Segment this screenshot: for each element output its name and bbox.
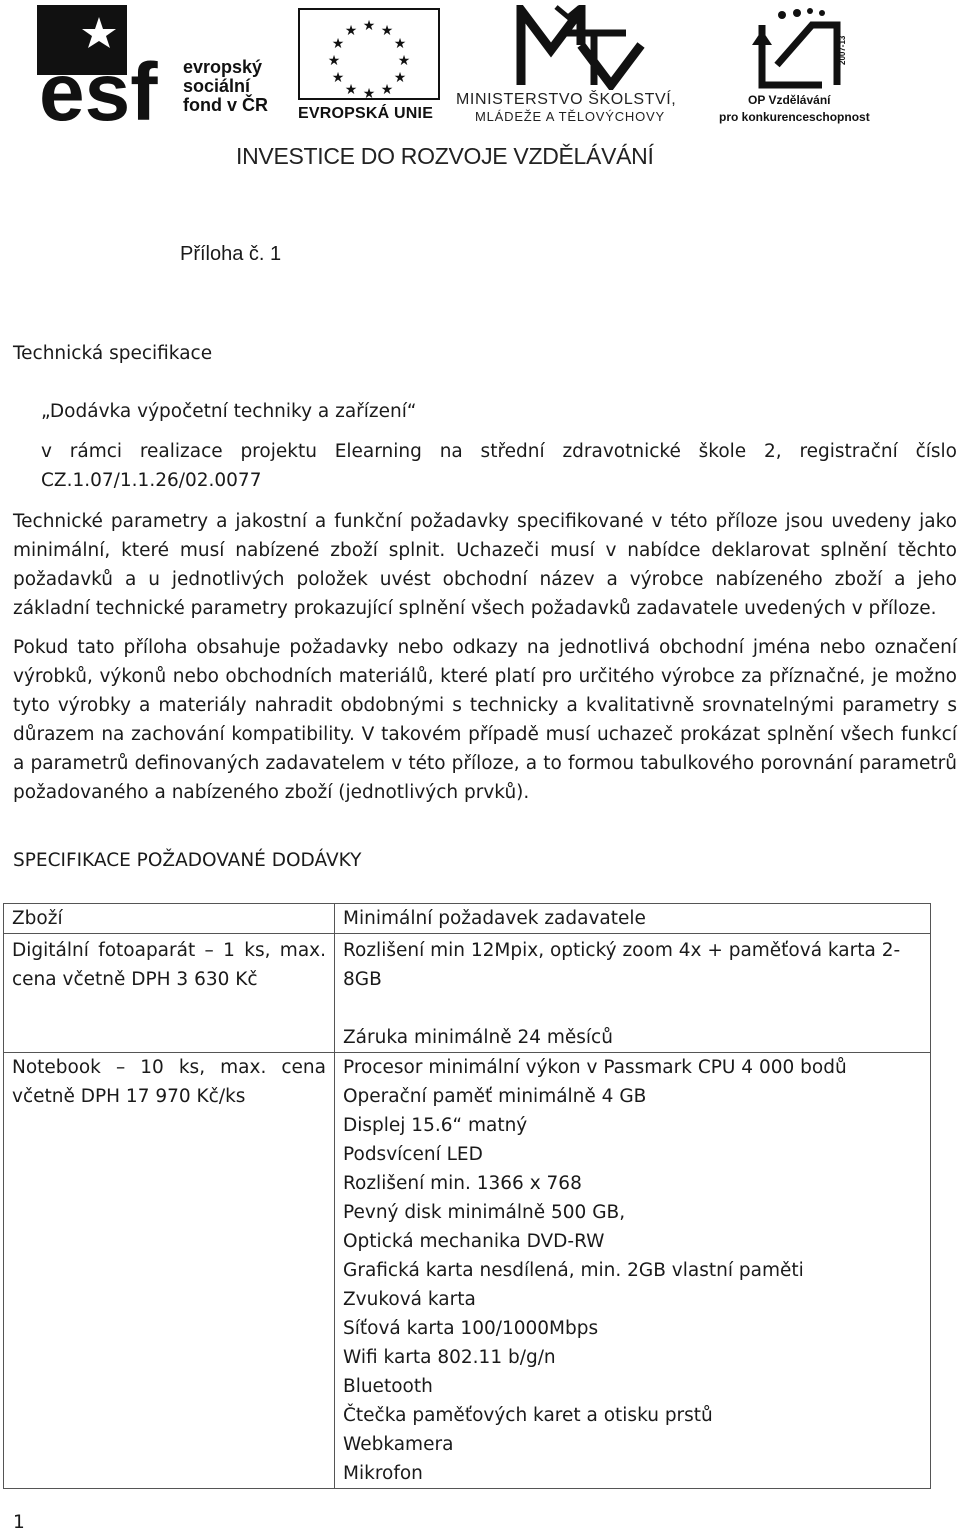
requirement-line: Podsvícení LED: [343, 1144, 483, 1165]
requirement-line: [343, 994, 922, 1023]
svg-text:★: ★: [327, 53, 341, 69]
requirement-line: Záruka minimálně 24 měsíců: [343, 1027, 613, 1048]
spec-title: Technická specifikace: [13, 343, 213, 364]
requirements-notebook: [335, 1053, 931, 1489]
svg-text:★: ★: [344, 23, 358, 39]
op-caption-line2: pro konkurenceschopnost: [719, 110, 870, 124]
project-line: v rámci realizace projektu Elearning na střední zdravotnické škole 2, registrační číslo: [41, 441, 957, 462]
msmt-caption-line1: MINISTERSTVO ŠKOLSTVÍ,: [456, 91, 677, 108]
esf-line: sociální: [183, 76, 251, 96]
tender-title: „Dodávka výpočetní techniky a zařízení“: [41, 401, 417, 422]
requirements-paragraph: Technické parametry a jakostní a funkční požadavky specifikované v této příloze jsou uvedeny jako minimální, které musí nabízené zboží splnit. Uchazeči musí v nabídce deklarovat splnění těchto požadavků a u jednotlivých položek uvést obchodní název a výrobce nabízeného zboží a jeho základní technické parametry prokazující splnění všech požadavků zadavatele uvedených v příloze.: [13, 511, 957, 619]
svg-text:esf: esf: [39, 47, 158, 125]
logo-header: [0, 0, 960, 175]
requirement-line: Operační paměť minimálně 4 GB: [343, 1086, 647, 1107]
esf-line: fond v ČR: [183, 95, 268, 115]
eu-caption: EVROPSKÁ UNIE: [298, 105, 434, 122]
table-row: [4, 934, 931, 1053]
requirement-line: Pevný disk minimálně 500 GB,: [343, 1202, 626, 1223]
svg-text:★: ★: [331, 70, 345, 86]
column-header-goods: Zboží: [4, 904, 335, 934]
eu-stars-icon: [300, 10, 438, 98]
svg-text:★: ★: [380, 23, 394, 39]
section-heading: SPECIFIKACE POŽADOVANÉ DODÁVKY: [13, 850, 362, 871]
requirements-camera: [335, 934, 931, 1053]
svg-text:★: ★: [331, 36, 345, 52]
esf-logo: [37, 5, 177, 125]
requirement-line: Mikrofon: [343, 1463, 423, 1484]
msmt-logo: [516, 5, 646, 90]
esf-line: evropský: [183, 57, 263, 77]
requirement-line: Grafická karta nesdílená, min. 2GB vlastní paměti: [343, 1260, 804, 1281]
item-camera: Digitální fotoaparát – 1 ks, max. cena včetně DPH 3 630 Kč: [4, 934, 335, 1053]
svg-text:★: ★: [380, 82, 394, 98]
requirement-line: Čtečka paměťových karet a otisku prstů: [343, 1405, 713, 1426]
requirement-line: Rozlišení min. 1366 x 768: [343, 1173, 582, 1194]
msmt-caption-line2: MLÁDEŽE A TĚLOVÝCHOVY: [475, 109, 665, 124]
column-header-requirement: Minimální požadavek zadavatele: [335, 904, 931, 934]
svg-text:★: ★: [397, 53, 411, 69]
op-vzdelavani-logo: [752, 5, 852, 93]
page-number: 1: [13, 1512, 25, 1533]
op-caption-line1: OP Vzdělávání: [748, 93, 831, 107]
requirement-line: Rozlišení min 12Mpix, optický zoom 4x + paměťová karta 2-8GB: [343, 940, 901, 990]
svg-text:★: ★: [393, 36, 407, 52]
item-notebook: Notebook – 10 ks, max. cena včetně DPH 17 970 Kč/ks: [4, 1053, 335, 1489]
svg-text:2007-13: 2007-13: [838, 35, 847, 65]
requirement-line: Webkamera: [343, 1434, 454, 1455]
requirement-line: Optická mechanika DVD-RW: [343, 1231, 605, 1252]
eu-flag-logo: [298, 8, 440, 100]
requirement-line: Zvuková karta: [343, 1289, 476, 1310]
annex-title: Příloha č. 1: [180, 243, 282, 265]
investment-banner: INVESTICE DO ROZVOJE VZDĚLÁVÁNÍ: [236, 143, 654, 169]
table-header-row: [4, 904, 931, 934]
table-row: [4, 1053, 931, 1489]
svg-text:★: ★: [362, 86, 376, 98]
requirement-line: Displej 15.6“ matný: [343, 1115, 528, 1136]
requirement-line: Wifi karta 802.11 b/g/n: [343, 1347, 556, 1368]
equivalence-paragraph: Pokud tato příloha obsahuje požadavky nebo odkazy na jednotlivá obchodní jména nebo označení výrobků, výkonů nebo obchodních materiálů, které platí pro určitého výrobce za příznačné, je možno tyto výrobky a materiály nahradit obdobnými s technicky a kvalitativně srovnatelnými parametry s důrazem na zachování kompatibility. V takovém případě musí uchazeč prokázat splnění všech funkcí a parametrů definovaných zadavatelem v této příloze, a to formou tabulkového porovnání parametrů požadovaného a nabízeného zboží (jednotlivých prvků).: [13, 637, 957, 803]
requirement-line: Bluetooth: [343, 1376, 433, 1397]
svg-text:★: ★: [344, 82, 358, 98]
specification-table: [3, 903, 931, 1489]
esf-caption: [183, 58, 268, 115]
svg-text:★: ★: [393, 70, 407, 86]
requirement-line: Síťová karta 100/1000Mbps: [343, 1318, 599, 1339]
registration-number: CZ.1.07/1.1.26/02.0077: [41, 470, 262, 491]
requirement-line: Procesor minimální výkon v Passmark CPU 4 000 bodů: [343, 1057, 847, 1078]
svg-text:★: ★: [362, 18, 376, 34]
